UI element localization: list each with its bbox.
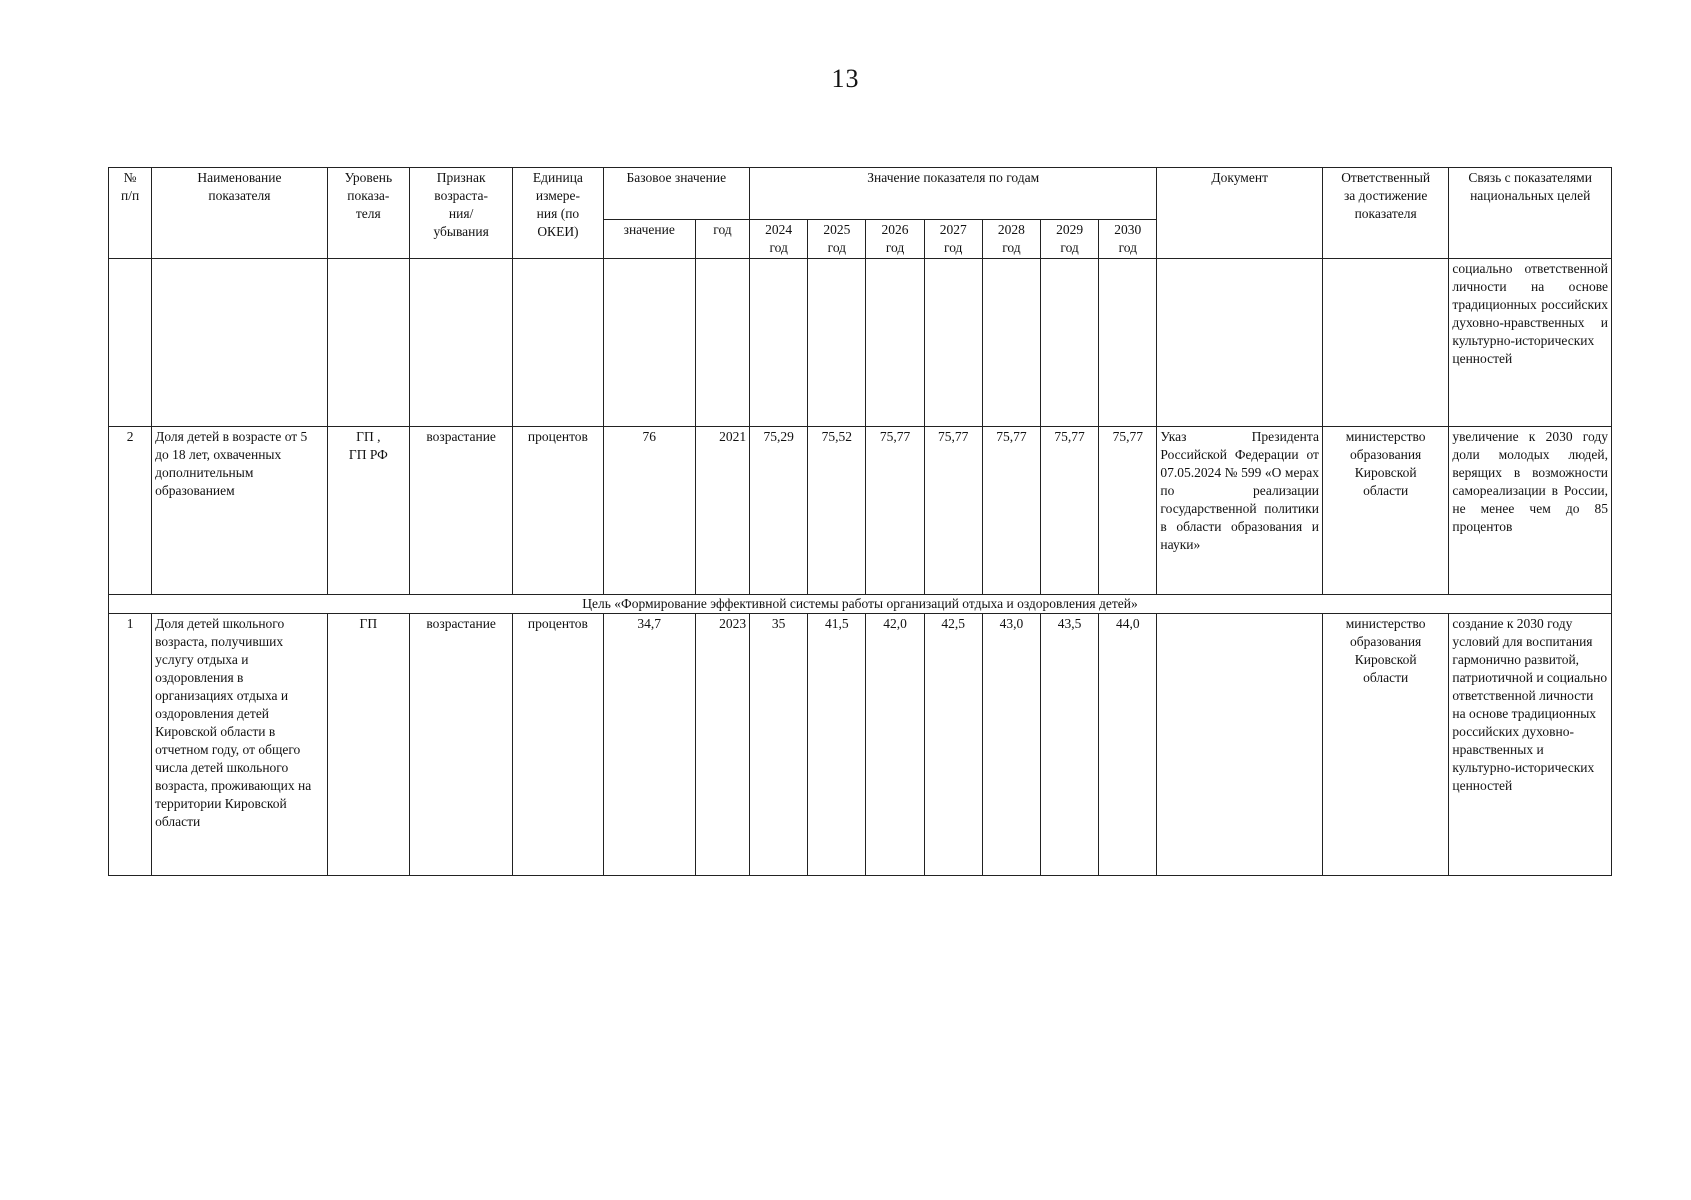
table-cell <box>409 259 512 427</box>
indicator-level: ГП , ГП РФ <box>327 427 409 595</box>
value-2024: 75,29 <box>750 427 808 595</box>
table-header <box>109 168 1612 259</box>
header-year-2025: 2025 год <box>808 220 866 259</box>
header-indicator-name: Наименование показателя <box>152 168 328 259</box>
value-2029: 75,77 <box>1041 427 1099 595</box>
national-goal-link-text: создание к 2030 году условий для воспитания гармонично развитой, патриотичной и социально ответственной личности на основе традиционных российских духовно-нравственных и культурно-исторических ценностей <box>1449 614 1612 876</box>
table-cell <box>603 259 695 427</box>
header-base-value: Базовое значение <box>603 168 749 220</box>
national-goal-link-text: увеличение к 2030 году доли молодых людей, верящих в возможности самореализации в России, не менее чем до 85 процентов <box>1449 427 1612 595</box>
table-cell <box>924 259 982 427</box>
value-2025: 41,5 <box>808 614 866 876</box>
value-2030: 75,77 <box>1099 427 1157 595</box>
value-2029: 43,5 <box>1041 614 1099 876</box>
table-cell <box>513 259 603 427</box>
header-values-by-year: Значение показателя по годам <box>750 168 1157 220</box>
table-row <box>109 427 1612 595</box>
header-year-2027: 2027 год <box>924 220 982 259</box>
value-2024: 35 <box>750 614 808 876</box>
value-2027: 42,5 <box>924 614 982 876</box>
unit: процентов <box>513 427 603 595</box>
responsible-body: министерство образования Кировской области <box>1322 427 1448 595</box>
table-cell <box>109 259 152 427</box>
responsible-body: министерство образования Кировской области <box>1322 614 1448 876</box>
header-year-2024: 2024 год <box>750 220 808 259</box>
value-2028: 43,0 <box>982 614 1040 876</box>
table-cell <box>866 259 924 427</box>
table-row <box>109 614 1612 876</box>
value-2027: 75,77 <box>924 427 982 595</box>
header-national-goals-link: Связь с показателями национальных целей <box>1449 168 1612 259</box>
header-unit: Единица измере- ния (по ОКЕИ) <box>513 168 603 259</box>
table-cell <box>1041 259 1099 427</box>
page-number: 13 <box>831 64 860 93</box>
header-indicator-level: Уровень показа- теля <box>327 168 409 259</box>
base-year: 2023 <box>695 614 749 876</box>
header-year-2026: 2026 год <box>866 220 924 259</box>
table-cell <box>1157 259 1323 427</box>
document-reference: Указ Президента Российской Федерации от 07.05.2024 № 599 «О мерах по реализации государственной политики в области образования и науки» <box>1157 427 1323 595</box>
header-base-value-value: значение <box>603 220 695 259</box>
growth-sign: возрастание <box>409 614 512 876</box>
indicators-table <box>108 167 1612 876</box>
header-responsible: Ответственный за достижение показателя <box>1322 168 1448 259</box>
base-value: 76 <box>603 427 695 595</box>
table-cell <box>982 259 1040 427</box>
goal-title: Цель «Формирование эффективной системы работы организаций отдыха и оздоровления детей» <box>109 595 1612 614</box>
table-body <box>109 259 1612 876</box>
header-growth-sign: Признак возраста- ния/ убывания <box>409 168 512 259</box>
row-number: 2 <box>109 427 152 595</box>
table-cell <box>152 259 328 427</box>
value-2026: 75,77 <box>866 427 924 595</box>
value-2028: 75,77 <box>982 427 1040 595</box>
indicator-name: Доля детей школьного возраста, получивших услугу отдыха и оздоровления в организациях отдыха и оздоровления детей Кировской области в отчетном году, от общего числа детей школьного возраста, проживающих на территории Кировской области <box>152 614 328 876</box>
header-year-2028: 2028 год <box>982 220 1040 259</box>
unit: процентов <box>513 614 603 876</box>
goal-row <box>109 595 1612 614</box>
value-2025: 75,52 <box>808 427 866 595</box>
national-goal-link-text: социально ответственной личности на основе традиционных российских духовно-нравственных и культурно-исторических ценностей <box>1449 259 1612 427</box>
indicators-table-container <box>108 167 1612 876</box>
table-cell <box>808 259 866 427</box>
indicator-level: ГП <box>327 614 409 876</box>
value-2026: 42,0 <box>866 614 924 876</box>
table-row-continuation <box>109 259 1612 427</box>
row-number: 1 <box>109 614 152 876</box>
base-year: 2021 <box>695 427 749 595</box>
table-cell <box>695 259 749 427</box>
header-document: Документ <box>1157 168 1323 259</box>
table-cell <box>1322 259 1448 427</box>
value-2030: 44,0 <box>1099 614 1157 876</box>
document-reference <box>1157 614 1323 876</box>
indicator-name: Доля детей в возрасте от 5 до 18 лет, охваченных дополнительным образованием <box>152 427 328 595</box>
header-year-2029: 2029 год <box>1041 220 1099 259</box>
growth-sign: возрастание <box>409 427 512 595</box>
header-base-value-year: год <box>695 220 749 259</box>
table-cell <box>327 259 409 427</box>
header-number: № п/п <box>109 168 152 259</box>
base-value: 34,7 <box>603 614 695 876</box>
table-cell <box>1099 259 1157 427</box>
table-cell <box>750 259 808 427</box>
header-year-2030: 2030 год <box>1099 220 1157 259</box>
